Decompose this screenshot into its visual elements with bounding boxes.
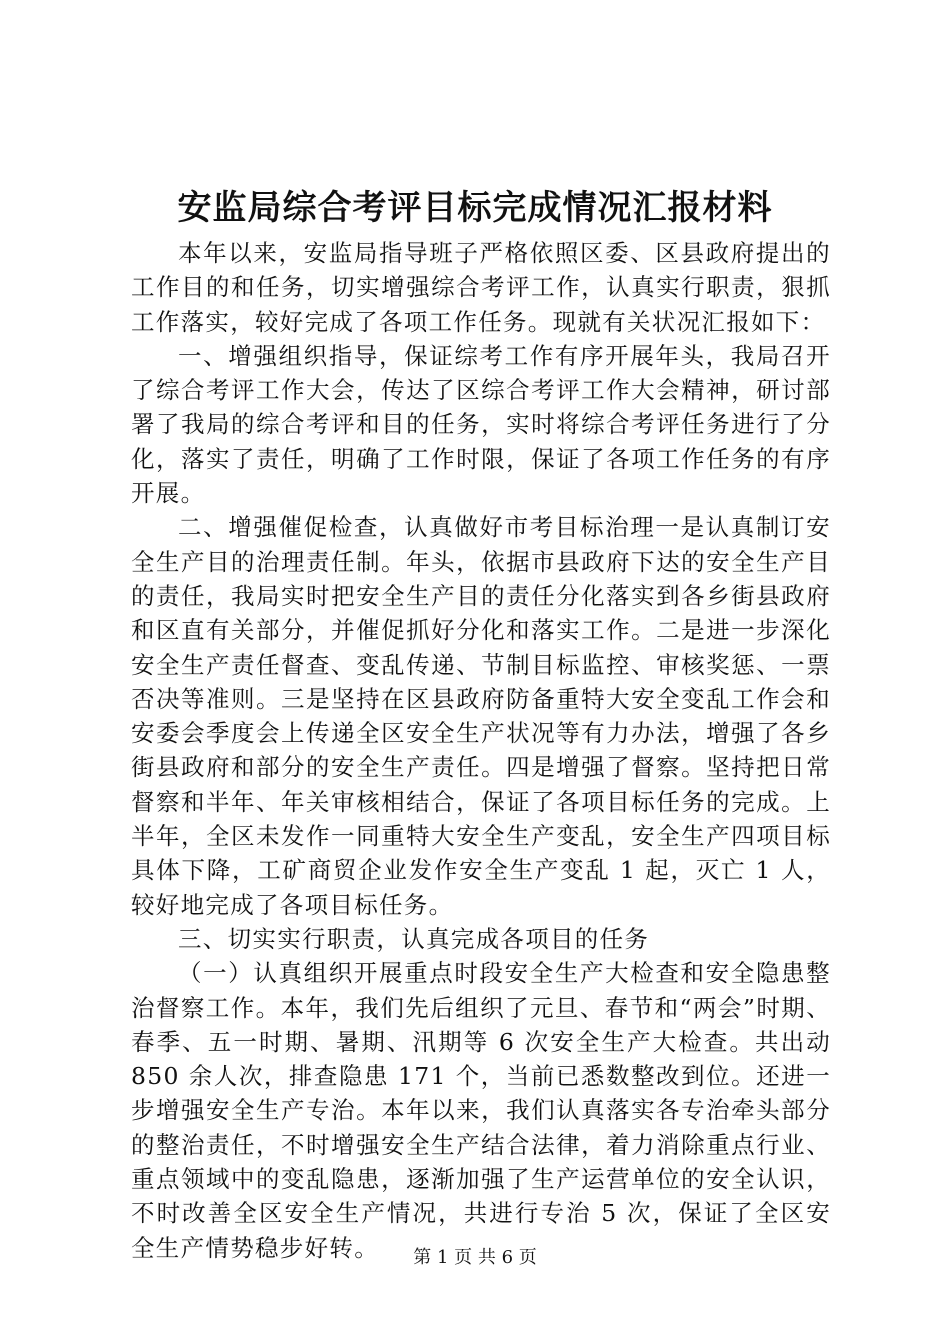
paragraph-intro: 本年以来，安监局指导班子严格依照区委、区县政府提出的工作目的和任务，切实增强综合考评工作，认真实行职责，狠抓工作落实，较好完成了各项工作任务。现就有关状况汇报如下： [131,239,831,336]
document-title: 安监局综合考评目标完成情况汇报材料 [177,188,773,228]
paragraph-section-1: 一、增强组织指导，保证综考工作有序开展年头，我局召开了综合考评工作大会，传达了区综合考评工作大会精神，研讨部署了我局的综合考评和目的任务，实时将综合考评任务进行了分化，落实了责任，明确了工作时限，保证了各项工作任务的有序开展。 [131,341,831,508]
page-number-footer: 第 1 页 共 6 页 [413,1247,537,1268]
document-body [131,236,831,1265]
paragraph-section-3-item-1: （一）认真组织开展重点时段安全生产大检查和安全隐患整治督察工作。本年，我们先后组织了元旦、春节和“两会”时期、春季、五一时期、暑期、汛期等 6 次安全生产大检查。共出动 850 余人次，排查隐患 171 个，当前已悉数整改到位。还进一步增强安全生产专治。本年以来，我们认真落实各专治牵头部分的整治责任，不时增强安全生产结合法律，着力消除重点行业、重点领域中的变乱隐患，逐渐加强了生产运营单位的安全认识，不时改善全区安全生产情况，共进行专治 5 次，保证了全区安全生产情势稳步好转。 [131,959,831,1262]
paragraph-section-3-heading: 三、切实实行职责，认真完成各项目的任务 [178,924,650,953]
paragraph-section-2: 二、增强催促检查，认真做好市考目标治理一是认真制订安全生产目的治理责任制。年头，依据市县政府下达的安全生产目的责任，我局实时把安全生产目的责任分化落实到各乡街县政府和区直有关部分，并催促抓好分化和落实工作。二是进一步深化安全生产责任督查、变乱传递、节制目标监控、审核奖惩、一票否决等准则。三是坚持在区县政府防备重特大安全变乱工作会和安委会季度会上传递全区安全生产状况等有力办法，增强了各乡街县政府和部分的安全生产责任。四是增强了督察。坚持把日常督察和半年、年关审核相结合，保证了各项目标任务的完成。上半年，全区未发作一同重特大安全生产变乱，安全生产四项目标具体下降，工矿商贸企业发作安全生产变乱 1 起，灭亡 1 人，较好地完成了各项目标任务。 [131,513,831,919]
